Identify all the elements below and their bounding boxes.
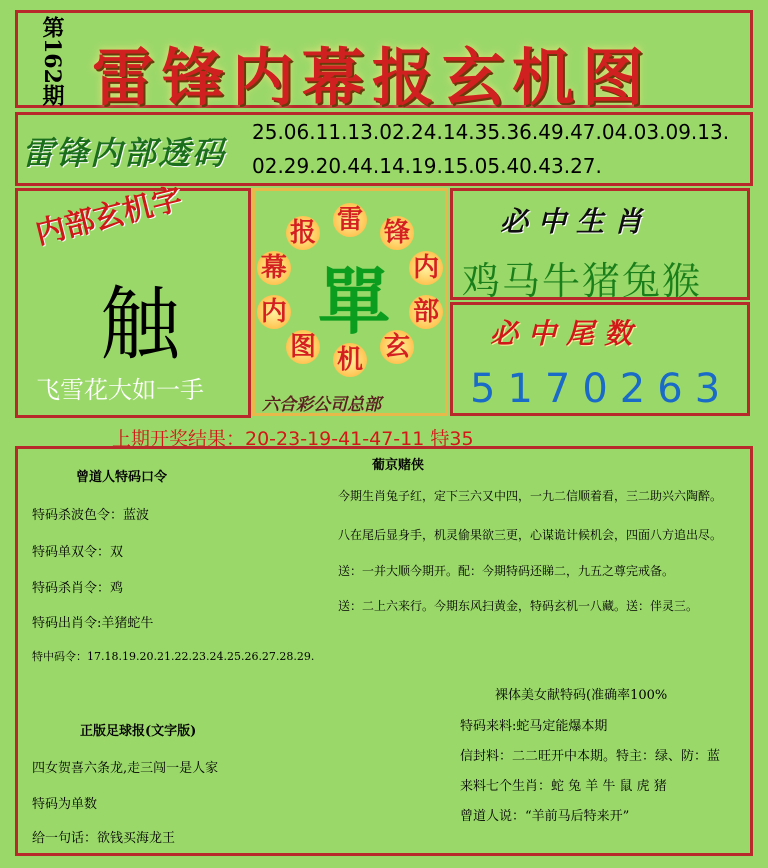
tail-label: 必中尾数 bbox=[490, 317, 643, 350]
beauty-line: 特码来料:蛇马定能爆本期 bbox=[460, 719, 608, 734]
left-line: 特码单双令：双 bbox=[32, 545, 124, 560]
ring-character: 锋 bbox=[380, 216, 414, 250]
single-character: 單 bbox=[318, 259, 391, 344]
ring-character: 机 bbox=[333, 343, 367, 377]
ring-character: 报 bbox=[286, 216, 320, 250]
left-line: 特中码令：17.18.19.20.21.22.23.24.25.26.27.28.29. bbox=[32, 650, 315, 663]
secret-character: 触 bbox=[100, 278, 180, 371]
codes-label: 雷锋内部透码 bbox=[22, 134, 227, 172]
ring-character: 内 bbox=[257, 295, 291, 329]
right-line: 送：二上六来行。今期东风扫黄金，特码玄机一八藏。送：伴灵三。 bbox=[338, 599, 699, 613]
ring-character: 雷 bbox=[333, 203, 367, 237]
beauty-line: 曾道人说：“羊前马后特来开” bbox=[460, 809, 630, 824]
zodiac-animals: 鸡马牛猪兔猴 bbox=[462, 259, 703, 303]
ring-character: 部 bbox=[409, 295, 443, 329]
ring-character: 玄 bbox=[380, 330, 414, 364]
zodiac-label: 必中生肖 bbox=[500, 205, 653, 238]
left-line: 特码杀肖令：鸡 bbox=[32, 581, 124, 596]
beauty-line: 信封料：二二旺开中本期。特主：绿、防：蓝 bbox=[460, 749, 721, 764]
beauty-line: 来料七个生肖：蛇 兔 羊 牛 鼠 虎 猪 bbox=[460, 779, 667, 794]
beauty-title: 裸体美女献特码(准确率100% bbox=[495, 688, 668, 703]
left-line: 特码杀波色令：蓝波 bbox=[32, 508, 150, 523]
ring-character: 内 bbox=[409, 251, 443, 285]
left-line: 特码出肖令:羊猪蛇牛 bbox=[32, 616, 154, 631]
codes-line-1: 25.06.11.13.02.24.14.35.36.49.47.04.03.09.13. bbox=[252, 120, 730, 144]
page-title: 雷锋内幕报玄机图 bbox=[92, 41, 653, 114]
hq-label: 六合彩公司总部 bbox=[262, 395, 381, 415]
right-line: 送：一并大顺今期开。配：今期特码还睇二，九五之尊完戒备。 bbox=[338, 564, 675, 578]
football-line: 给一句话：欲钱买海龙王 bbox=[32, 831, 176, 846]
tail-numbers: 5170263 bbox=[470, 366, 733, 412]
secret-poem: 飞雪花大如一手 bbox=[36, 376, 204, 404]
right-column-title: 葡京赌侠 bbox=[372, 458, 425, 473]
last-result: 上期开奖结果：20-23-19-41-47-11 特35 bbox=[112, 428, 474, 450]
left-column-title: 曾道人特码口令 bbox=[76, 470, 168, 485]
football-line: 特码为单数 bbox=[32, 797, 98, 812]
ring-character: 图 bbox=[286, 330, 320, 364]
football-line: 四女贺喜六条龙,走三闯一是人家 bbox=[32, 761, 219, 776]
right-line: 今期生肖兔子红，定下三六又中四，一九二信顺着看，三二助兴六陶醉。 bbox=[338, 489, 723, 503]
secret-label: 内部玄机字 bbox=[31, 181, 186, 252]
codes-line-2: 02.29.20.44.14.19.15.05.40.43.27. bbox=[252, 154, 602, 178]
football-title: 正版足球报(文字版) bbox=[80, 724, 197, 739]
right-line: 八在尾后显身手，机灵偷果欲三更，心谋诡计候机会，四面八方追出尽。 bbox=[338, 528, 723, 542]
ring-character: 幕 bbox=[257, 251, 291, 285]
issue-number: 第162期 bbox=[39, 16, 65, 106]
